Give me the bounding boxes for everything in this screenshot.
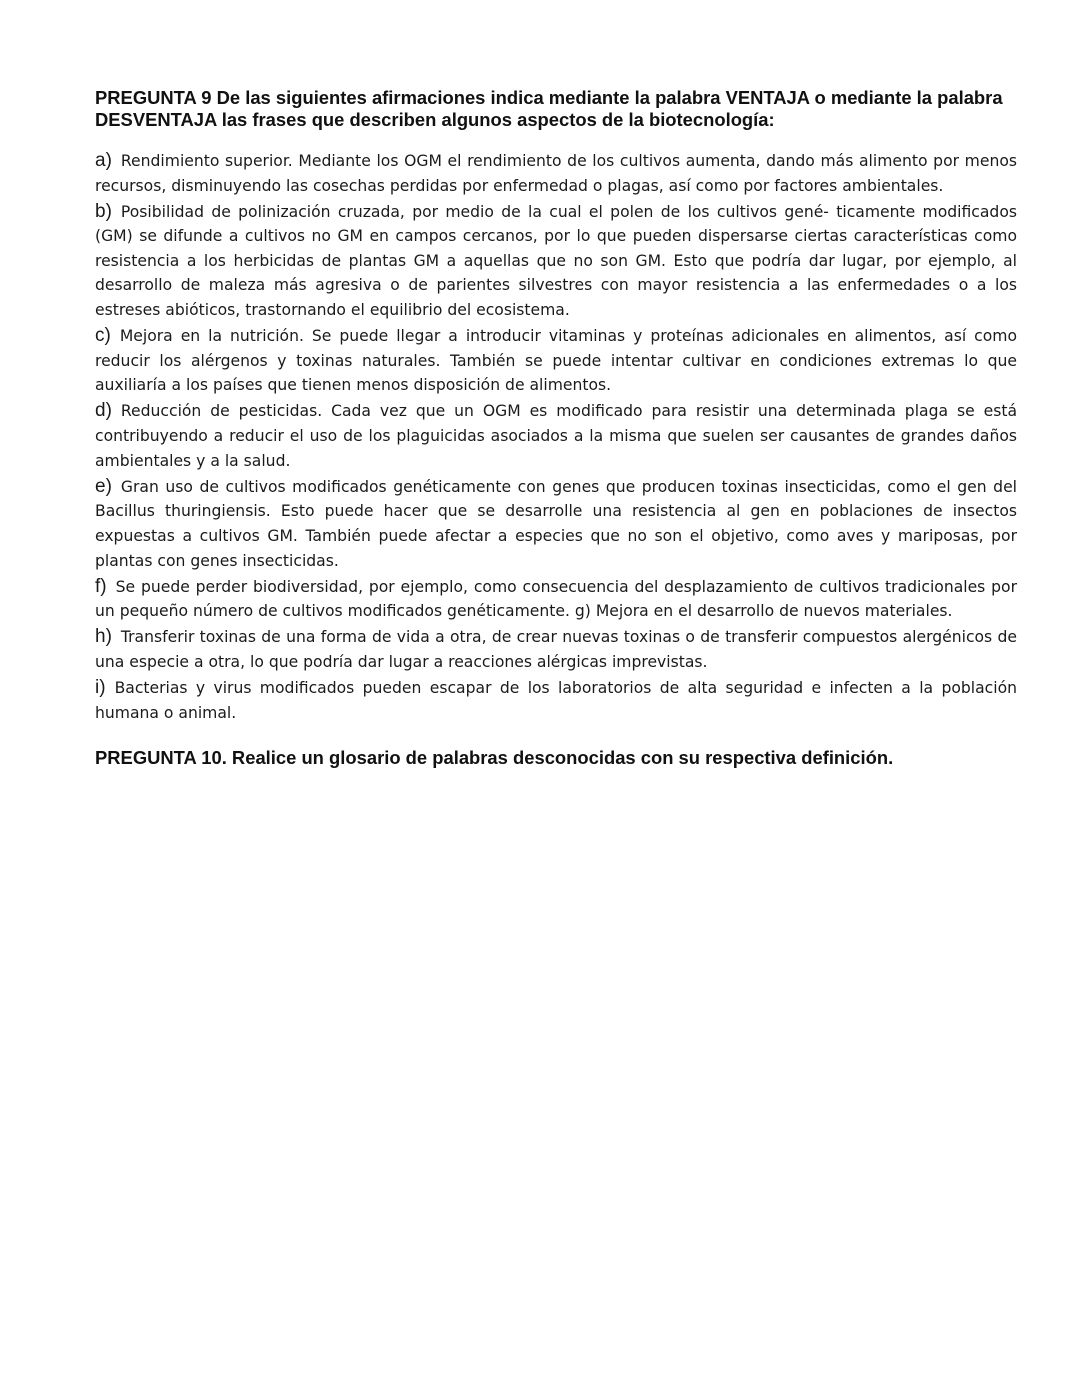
statement-f (95, 575, 1017, 624)
statement-i (95, 676, 1017, 725)
statement-letter: i) (95, 676, 106, 698)
statement-a (95, 149, 1017, 198)
statement-d (95, 399, 1017, 473)
question-9-heading: PREGUNTA 9 De las siguientes afirmaciones indica mediante la palabra VENTAJA o mediante la palabra DESVENTAJA las frases que describen algunos aspectos de la biotecnología: (95, 87, 1003, 130)
statement-b (95, 200, 1017, 323)
statement-letter: a) (95, 150, 112, 171)
question-10-heading: PREGUNTA 10. Realice un glosario de palabras desconocidas con su respectiva definición. (95, 747, 894, 769)
statement-text: Rendimiento superior. Mediante los OGM el rendimiento de los cultivos aumenta, dando más alimento por menos recursos, disminuyendo las cosechas perdidas por enfermedad o plagas, así como por factores ambientales. (95, 152, 1017, 195)
statement-h (95, 625, 1017, 674)
document-page (95, 87, 1017, 769)
statement-text: Mejora en la nutrición. Se puede llegar a introducir vitaminas y proteínas adicionales en alimentos, así como reducir los alérgenos y toxinas naturales. También se puede intentar cultivar en condiciones extremas lo que auxiliaría a los países que tienen menos disposición de alimentos. (95, 327, 1017, 395)
statement-letter: h) (95, 626, 112, 648)
statement-e (95, 475, 1017, 573)
question-9-statements (95, 149, 1017, 725)
statement-letter: e) (95, 475, 112, 497)
statement-text: Gran uso de cultivos modificados genéticamente con genes que producen toxinas insecticidas, como el gen del Bacillus thuringiensis. Esto puede hacer que se desarrolle una resistencia al gen en poblaciones de insectos expuestas a cultivos GM. También puede afectar a especies que no son el objetivo, como aves y mariposas, por plantas con genes insecticidas. (95, 477, 1017, 570)
statement-text: Bacterias y virus modificados pueden escapar de los laboratorios de alta seguridad e infecten a la población humana o animal. (95, 678, 1017, 722)
statement-letter: f) (95, 575, 107, 597)
statement-c (95, 324, 1017, 398)
statement-letter: c) (95, 325, 111, 347)
statement-letter: d) (95, 400, 112, 422)
statement-text: Se puede perder biodiversidad, por ejemplo, como consecuencia del desplazamiento de cultivos tradicionales por un pequeño número de cultivos modificados genéticamente. g) Mejora en el desarrollo de nuevos materiales. (95, 577, 1017, 621)
statement-text: Transferir toxinas de una forma de vida a otra, de crear nuevas toxinas o de transferir compuestos alergénicos de una especie a otra, lo que podría dar lugar a reacciones alérgicas imprevistas. (95, 628, 1017, 671)
statement-text: Reducción de pesticidas. Cada vez que un OGM es modificado para resistir una determinada plaga se está contribuyendo a reducir el uso de los plaguicidas asociados a la misma que suelen ser causantes de grandes daños ambientales y a la salud. (95, 402, 1017, 470)
statement-letter: b) (95, 200, 112, 222)
statement-text: Posibilidad de polinización cruzada, por medio de la cual el polen de los cultivos gené- ticamente modificados (GM) se difunde a cultivos no GM en campos cercanos, por lo que pueden dispersarse ciertas características como resistencia a los herbicidas de plantas GM a aquellas que no son GM. Esto que podría dar lugar, por ejemplo, al desarrollo de maleza más agresiva o de parientes silvestres con mayor resistencia a las enfermedades o a los estreses abióticos, trastornando el equilibrio del ecosistema. (95, 202, 1017, 320)
